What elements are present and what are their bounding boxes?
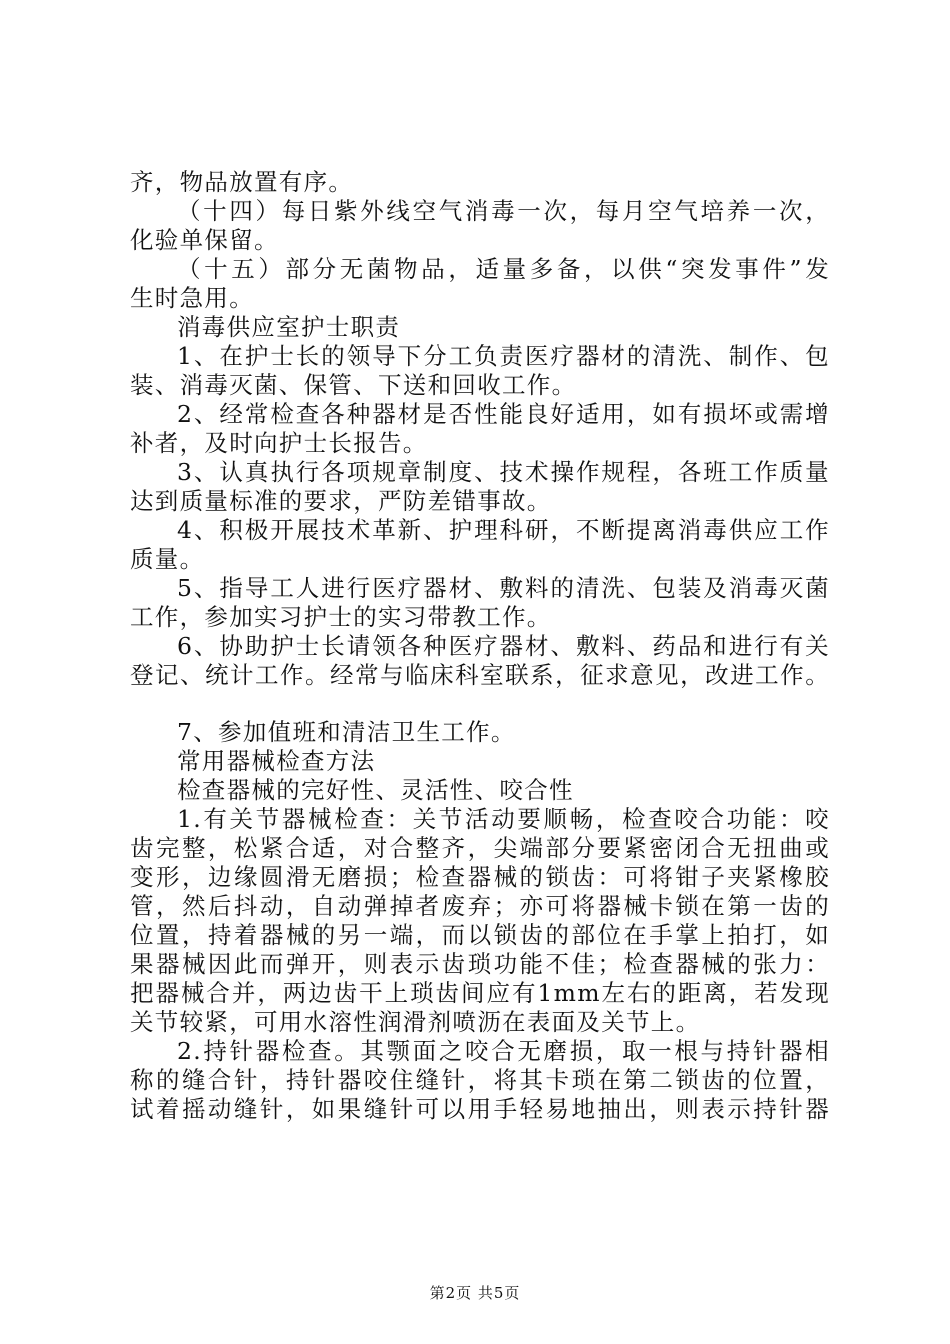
text-line: 试着摇动缝针，如果缝针可以用手轻易地抽出，则表示持针器 xyxy=(130,1095,830,1123)
text-line: 6、协助护士长请领各种医疗器材、敷料、药品和进行有关 xyxy=(177,632,830,660)
text-line: 1.有关节器械检查：关节活动要顺畅，检查咬合功能：咬 xyxy=(177,805,830,833)
page-footer: 第2页 共5页 xyxy=(429,1284,521,1302)
text-line: 齿完整，松紧合适，对合整齐，尖端部分要紧密闭合无扭曲或 xyxy=(130,834,830,862)
text-line: 2、经常检查各种器材是否性能良好适用，如有损坏或需增 xyxy=(177,400,830,428)
section-heading: 消毒供应室护士职责 xyxy=(177,313,401,341)
text-line: 5、指导工人进行医疗器材、敷料的清洗、包装及消毒灭菌 xyxy=(177,574,830,602)
text-line: 达到质量标准的要求，严防差错事故。 xyxy=(130,487,552,515)
text-line: 检查器械的完好性、灵活性、咬合性 xyxy=(177,776,574,804)
text-line: 管，然后抖动，自动弹掉者废弃；亦可将器械卡锁在第一齿的 xyxy=(130,892,830,920)
text-line: 质量。 xyxy=(130,545,205,573)
document-body xyxy=(130,168,830,1124)
text-line: 登记、统计工作。经常与临床科室联系，征求意见，改进工作。 xyxy=(130,661,830,689)
text-line: 4、积极开展技术革新、护理科研，不断提离消毒供应工作 xyxy=(177,516,830,544)
text-line: 位置，持着器械的另一端，而以锁齿的部位在手掌上拍打，如 xyxy=(130,921,830,949)
text-line: 补者，及时向护士长报告。 xyxy=(130,429,428,457)
section-heading: 常用器械检查方法 xyxy=(177,747,376,775)
text-line: 齐，物品放置有序。 xyxy=(130,168,354,196)
text-line: 称的缝合针，持针器咬住缝针，将其卡琐在第二锁齿的位置， xyxy=(130,1066,830,1094)
text-line: 生时急用。 xyxy=(130,284,254,312)
text-line: 果器械因此而弹开，则表示齿琐功能不佳；检查器械的张力： xyxy=(130,950,830,978)
text-line: 7、参加值班和清洁卫生工作。 xyxy=(177,718,516,746)
text-line: 3、认真执行各项规章制度、技术操作规程，各班工作质量 xyxy=(177,458,830,486)
text-line: 装、消毒灭菌、保管、下送和回收工作。 xyxy=(130,371,577,399)
text-line: 变形，边缘圆滑无磨损；检查器械的锁齿：可将钳子夹紧橡胶 xyxy=(130,863,830,891)
text-line: 关节较紧，可用水溶性润滑剂喷沥在表面及关节上。 xyxy=(130,1008,701,1036)
text-line: （十五）部分无菌物品，适量多备，以供“突发事件”发 xyxy=(177,255,830,283)
text-line: （十四）每日紫外线空气消毒一次，每月空气培养一次， xyxy=(177,197,830,225)
paragraph-gap xyxy=(130,690,830,718)
text-line: 把器械合并，两边齿干上琐齿间应有1mm左右的距离，若发现 xyxy=(130,979,830,1007)
text-line: 1、在护士长的领导下分工负责医疗器材的清洗、制作、包 xyxy=(177,342,830,370)
text-line: 2.持针器检查。其颚面之咬合无磨损，取一根与持针器相 xyxy=(177,1037,830,1065)
text-line: 工作，参加实习护士的实习带教工作。 xyxy=(130,603,552,631)
text-line: 化验单保留。 xyxy=(130,226,279,254)
